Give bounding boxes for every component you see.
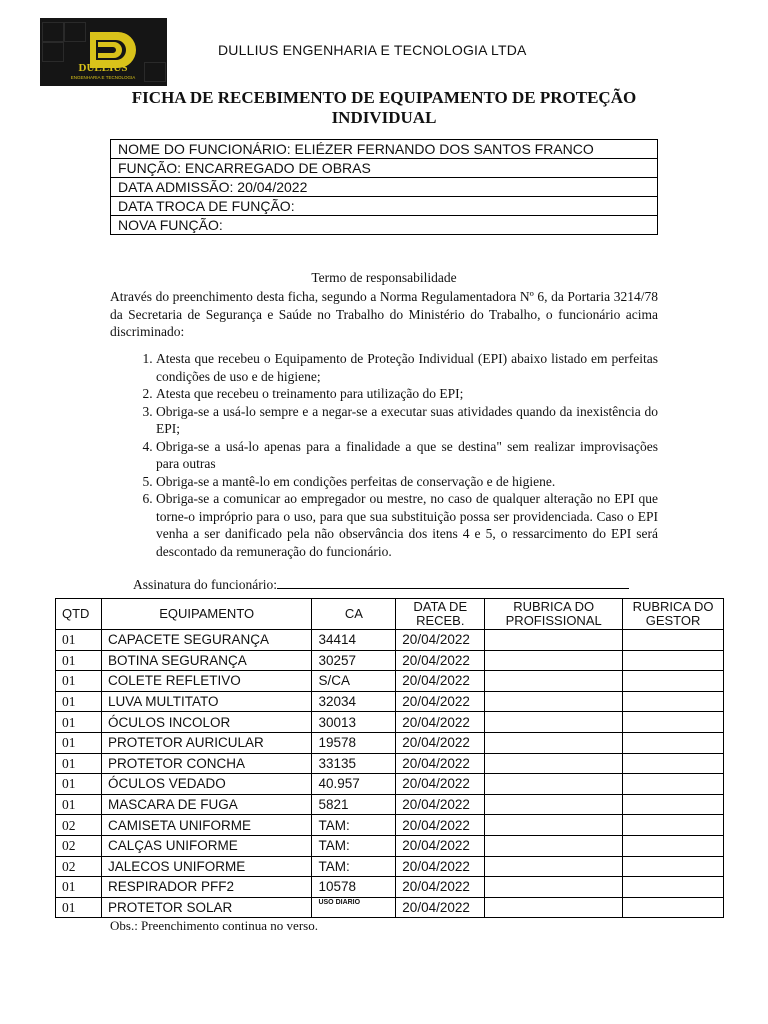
- ca-cell: 30013: [312, 712, 396, 733]
- ca-cell: 40.957: [312, 774, 396, 795]
- table-header-row: [56, 599, 724, 630]
- table-row: [56, 732, 724, 753]
- new-role-field: NOVA FUNÇÃO:: [111, 216, 658, 235]
- equipment-cell: PROTETOR AURICULAR: [101, 732, 311, 753]
- professional-signature-cell[interactable]: [485, 630, 623, 651]
- ca-cell: 34414: [312, 630, 396, 651]
- equipment-cell: MASCARA DE FUGA: [101, 794, 311, 815]
- ca-cell: 10578: [312, 877, 396, 898]
- date-cell: 20/04/2022: [396, 630, 485, 651]
- equipment-cell: ÓCULOS INCOLOR: [101, 712, 311, 733]
- manager-signature-cell[interactable]: [623, 650, 724, 671]
- equipment-cell: COLETE REFLETIVO: [101, 671, 311, 692]
- ca-cell: 19578: [312, 732, 396, 753]
- manager-signature-cell[interactable]: [623, 835, 724, 856]
- list-item: 6. Obriga-se a comunicar ao empregador ou mestre, no caso de qualquer alteração no EPI que torne-o impróprio para o uso, para que sua substituição possa ser providenciada. Caso o EPI venha a ser danificado pela não observância dos itens 4 e 5, o ressarcimento do EPI será descontado da remuneração do funcionário.: [156, 490, 658, 560]
- table-row: [56, 691, 724, 712]
- table-row: [56, 774, 724, 795]
- qtd-cell: 01: [56, 732, 102, 753]
- manager-signature-cell[interactable]: [623, 671, 724, 692]
- manager-signature-cell[interactable]: [623, 897, 724, 918]
- epi-table-body: [56, 630, 724, 918]
- header-rubrica-gestor: RUBRICA DO GESTOR: [623, 599, 724, 630]
- professional-signature-cell[interactable]: [485, 712, 623, 733]
- manager-signature-cell[interactable]: [623, 691, 724, 712]
- manager-signature-cell[interactable]: [623, 712, 724, 733]
- observation-note: Obs.: Preenchimento continua no verso.: [110, 918, 318, 933]
- equipment-cell: ÓCULOS VEDADO: [101, 774, 311, 795]
- signature-line: [133, 577, 629, 593]
- manager-signature-cell[interactable]: [623, 877, 724, 898]
- date-cell: 20/04/2022: [396, 794, 485, 815]
- professional-signature-cell[interactable]: [485, 774, 623, 795]
- equipment-cell: JALECOS UNIFORME: [101, 856, 311, 877]
- equipment-cell: CALÇAS UNIFORME: [101, 835, 311, 856]
- header-rubrica-profissional: RUBRICA DO PROFISSIONAL: [485, 599, 623, 630]
- ca-cell: S/CA: [312, 671, 396, 692]
- qtd-cell: 01: [56, 630, 102, 651]
- date-cell: 20/04/2022: [396, 877, 485, 898]
- ca-cell: 32034: [312, 691, 396, 712]
- signature-blank: [277, 577, 629, 589]
- equipment-cell: PROTETOR CONCHA: [101, 753, 311, 774]
- qtd-cell: 01: [56, 712, 102, 733]
- equipment-cell: LUVA MULTITATO: [101, 691, 311, 712]
- logo-emblem-icon: [40, 18, 167, 86]
- table-row: [56, 794, 724, 815]
- ca-cell: 30257: [312, 650, 396, 671]
- list-item: 3. Obriga-se a usá-lo sempre e a negar-se a executar suas atividades quando da inexistência do EPI;: [156, 403, 658, 438]
- ca-cell: 5821: [312, 794, 396, 815]
- company-logo: [40, 18, 167, 86]
- header-equipamento: EQUIPAMENTO: [101, 599, 311, 630]
- page-title: FICHA DE RECEBIMENTO DE EQUIPAMENTO DE PROTEÇÃO INDIVIDUAL: [131, 88, 637, 127]
- date-cell: 20/04/2022: [396, 691, 485, 712]
- table-row: [56, 856, 724, 877]
- manager-signature-cell[interactable]: [623, 630, 724, 651]
- equipment-cell: BOTINA SEGURANÇA: [101, 650, 311, 671]
- list-item: 1. Atesta que recebeu o Equipamento de Proteção Individual (EPI) abaixo listado em perfeitas condições de uso e de higiene;: [156, 350, 658, 385]
- header-ca: CA: [312, 599, 396, 630]
- professional-signature-cell[interactable]: [485, 877, 623, 898]
- responsibility-list: [110, 350, 658, 560]
- ca-cell: TAM:: [312, 815, 396, 836]
- date-cell: 20/04/2022: [396, 835, 485, 856]
- list-item: 2. Atesta que recebeu o treinamento para utilização do EPI;: [156, 385, 658, 403]
- qtd-cell: 01: [56, 794, 102, 815]
- equipment-cell: CAMISETA UNIFORME: [101, 815, 311, 836]
- qtd-cell: 02: [56, 815, 102, 836]
- list-item: 5. Obriga-se a mantê-lo em condições perfeitas de conservação e de higiene.: [156, 473, 658, 491]
- qtd-cell: 01: [56, 897, 102, 918]
- epi-table: [55, 598, 724, 918]
- date-cell: 20/04/2022: [396, 856, 485, 877]
- manager-signature-cell[interactable]: [623, 774, 724, 795]
- professional-signature-cell[interactable]: [485, 794, 623, 815]
- qtd-cell: 02: [56, 835, 102, 856]
- company-name: DULLIUS ENGENHARIA E TECNOLOGIA LTDA: [218, 42, 527, 58]
- table-row: [56, 753, 724, 774]
- header-qtd: QTD: [56, 599, 102, 630]
- manager-signature-cell[interactable]: [623, 794, 724, 815]
- date-cell: 20/04/2022: [396, 815, 485, 836]
- employee-role-field: FUNÇÃO: ENCARREGADO DE OBRAS: [111, 159, 658, 178]
- ca-cell: 33135: [312, 753, 396, 774]
- ca-cell: TAM:: [312, 835, 396, 856]
- term-intro: Através do preenchimento desta ficha, segundo a Norma Regulamentadora Nº 6, da Portaria 3214/78 da Secretaria de Segurança e Saúde no Trabalho do Ministério do Trabalho, o funcionário acima discriminado:: [110, 289, 658, 339]
- ca-cell: USO DIARIO: [312, 897, 396, 918]
- qtd-cell: 01: [56, 753, 102, 774]
- professional-signature-cell[interactable]: [485, 691, 623, 712]
- table-row: [56, 671, 724, 692]
- date-cell: 20/04/2022: [396, 897, 485, 918]
- date-cell: 20/04/2022: [396, 753, 485, 774]
- qtd-cell: 01: [56, 774, 102, 795]
- header-data-receb: DATA DE RECEB.: [396, 599, 485, 630]
- manager-signature-cell[interactable]: [623, 732, 724, 753]
- svg-text:ENGENHARIA E TECNOLOGIA: ENGENHARIA E TECNOLOGIA: [70, 75, 136, 80]
- table-row: [56, 712, 724, 733]
- date-cell: 20/04/2022: [396, 650, 485, 671]
- qtd-cell: 01: [56, 650, 102, 671]
- table-row: [56, 835, 724, 856]
- table-row: [56, 650, 724, 671]
- table-row: [56, 897, 724, 918]
- professional-signature-cell[interactable]: [485, 856, 623, 877]
- qtd-cell: 01: [56, 691, 102, 712]
- date-cell: 20/04/2022: [396, 732, 485, 753]
- professional-signature-cell[interactable]: [485, 753, 623, 774]
- admission-date-field: DATA ADMISSÃO: 20/04/2022: [111, 178, 658, 197]
- date-cell: 20/04/2022: [396, 712, 485, 733]
- term-title: Termo de responsabilidade: [311, 270, 457, 285]
- equipment-cell: RESPIRADOR PFF2: [101, 877, 311, 898]
- professional-signature-cell[interactable]: [485, 815, 623, 836]
- professional-signature-cell[interactable]: [485, 732, 623, 753]
- table-row: [56, 815, 724, 836]
- date-cell: 20/04/2022: [396, 671, 485, 692]
- manager-signature-cell[interactable]: [623, 815, 724, 836]
- employee-name-field: NOME DO FUNCIONÁRIO: ELIÉZER FERNANDO DOS SANTOS FRANCO: [111, 140, 658, 159]
- date-cell: 20/04/2022: [396, 774, 485, 795]
- professional-signature-cell[interactable]: [485, 835, 623, 856]
- svg-text:DULLIUS: DULLIUS: [78, 62, 128, 74]
- table-row: [56, 877, 724, 898]
- manager-signature-cell[interactable]: [623, 856, 724, 877]
- professional-signature-cell[interactable]: [485, 897, 623, 918]
- table-row: [56, 630, 724, 651]
- manager-signature-cell[interactable]: [623, 753, 724, 774]
- list-item: 4. Obriga-se a usá-lo apenas para a finalidade a que se destina" sem realizar improvisações para outras: [156, 438, 658, 473]
- role-change-date-field: DATA TROCA DE FUNÇÃO:: [111, 197, 658, 216]
- qtd-cell: 02: [56, 856, 102, 877]
- qtd-cell: 01: [56, 877, 102, 898]
- signature-label: Assinatura do funcionário:: [133, 577, 277, 592]
- equipment-cell: CAPACETE SEGURANÇA: [101, 630, 311, 651]
- professional-signature-cell[interactable]: [485, 650, 623, 671]
- professional-signature-cell[interactable]: [485, 671, 623, 692]
- employee-info-table: [110, 139, 658, 235]
- equipment-cell: PROTETOR SOLAR: [101, 897, 311, 918]
- qtd-cell: 01: [56, 671, 102, 692]
- ca-cell: TAM:: [312, 856, 396, 877]
